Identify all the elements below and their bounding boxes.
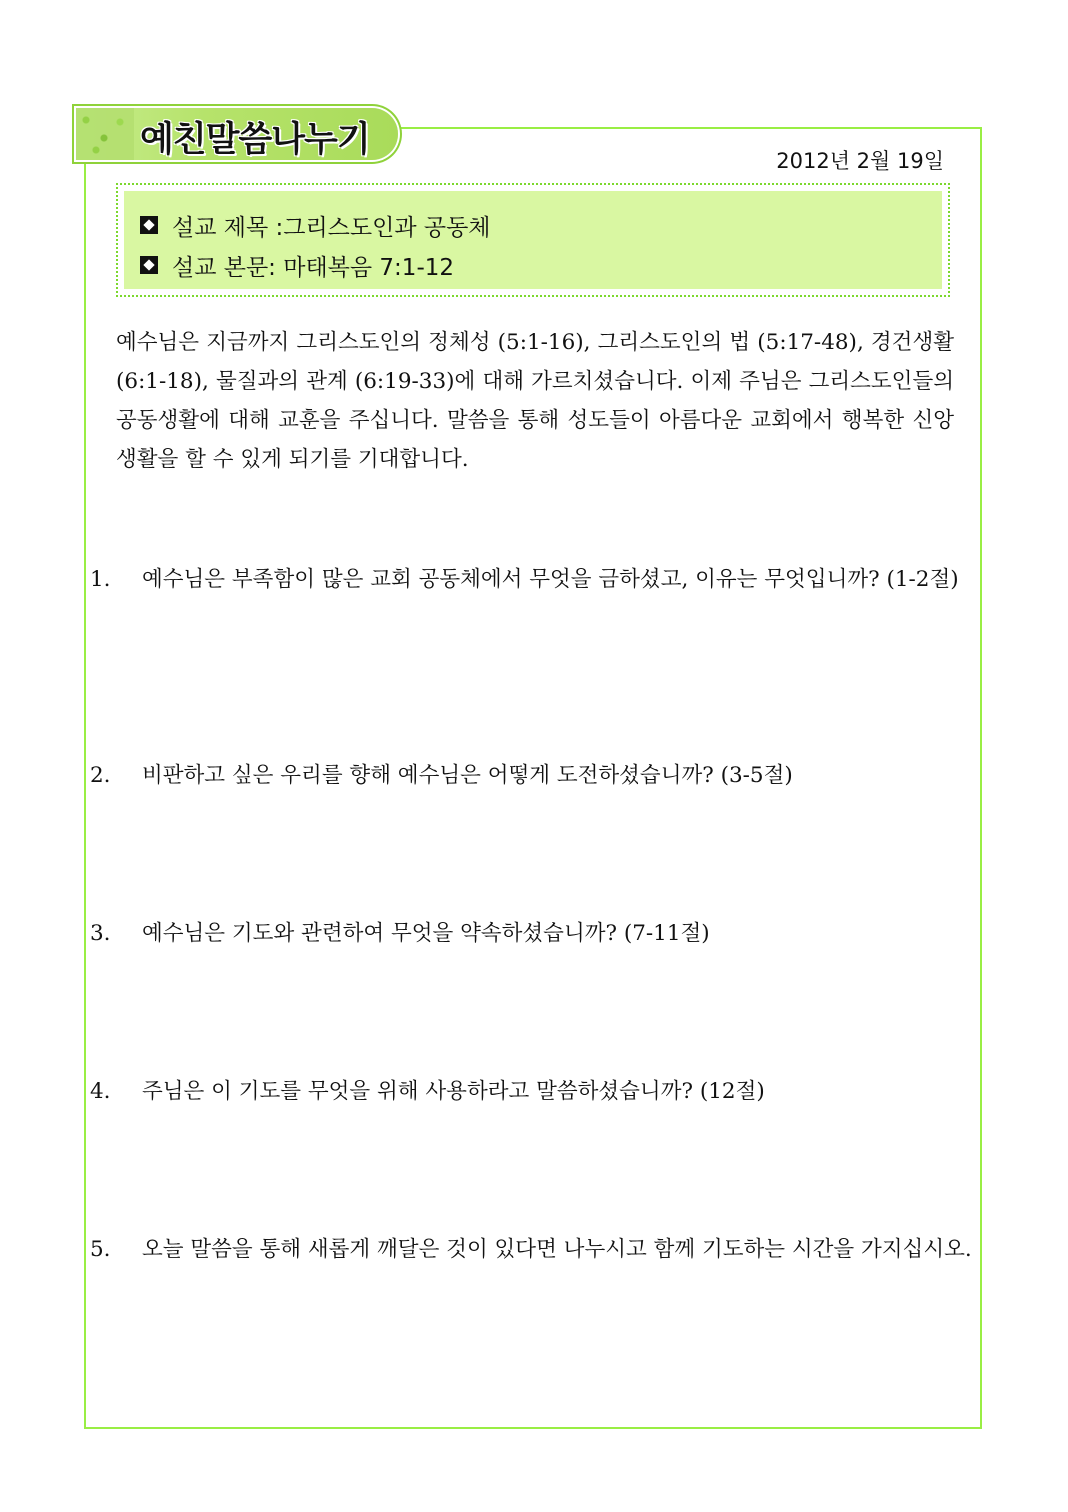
question-number: 4.	[90, 1079, 111, 1104]
intro-paragraph: 예수님은 지금까지 그리스도인의 정체성 (5:1-16), 그리스도인의 법 (5:17-48), 경건생활 (6:1-18), 물질과의 관계 (6:19-33)에 대해 가르치셨습니다. 이제 주님은 그리스도인들의 공동생활에 대해 교훈을 주십니다. 말씀을 통해 성도들이 아름다운 교회에서 행복한 신앙생활을 할 수 있게 되기를 기대합니다.	[116, 330, 954, 472]
diamond-bullet-icon	[140, 216, 158, 234]
question-text: 예수님은 기도와 관련하여 무엇을 약속하셨습니까? (7-11절)	[142, 921, 710, 946]
question-4	[90, 1073, 982, 1111]
question-number: 5.	[90, 1237, 111, 1262]
sermon-info-inner	[124, 191, 942, 289]
question-1	[90, 561, 982, 599]
question-number: 2.	[90, 763, 111, 788]
question-text: 주님은 이 기도를 무엇을 위해 사용하라고 말씀하셨습니까? (12절)	[142, 1079, 765, 1104]
sermon-passage-text: 설교 본문: 마태복음 7:1-12	[172, 254, 455, 281]
question-3	[90, 915, 982, 953]
question-2	[90, 757, 982, 795]
sermon-info-box	[116, 183, 950, 297]
sermon-text-line	[140, 245, 942, 285]
question-text: 예수님은 부족함이 많은 교회 공동체에서 무엇을 금하셨고, 이유는 무엇입니까? (1-2절)	[142, 567, 959, 592]
sermon-title-text: 설교 제목 :그리스도인과 공동체	[172, 214, 491, 241]
question-number: 3.	[90, 921, 111, 946]
sermon-title-line	[140, 205, 942, 245]
question-text: 오늘 말씀을 통해 새롭게 깨달은 것이 있다면 나누시고 함께 기도하는 시간을 가지십시오.	[142, 1237, 972, 1262]
question-text: 비판하고 싶은 우리를 향해 예수님은 어떻게 도전하셨습니까? (3-5절)	[142, 763, 793, 788]
date-label: 2012년 2월 19일	[776, 149, 944, 173]
page-title: 예친말씀나누기	[140, 120, 370, 160]
diamond-bullet-icon	[140, 256, 158, 274]
question-5	[90, 1231, 982, 1269]
question-number: 1.	[90, 567, 111, 592]
